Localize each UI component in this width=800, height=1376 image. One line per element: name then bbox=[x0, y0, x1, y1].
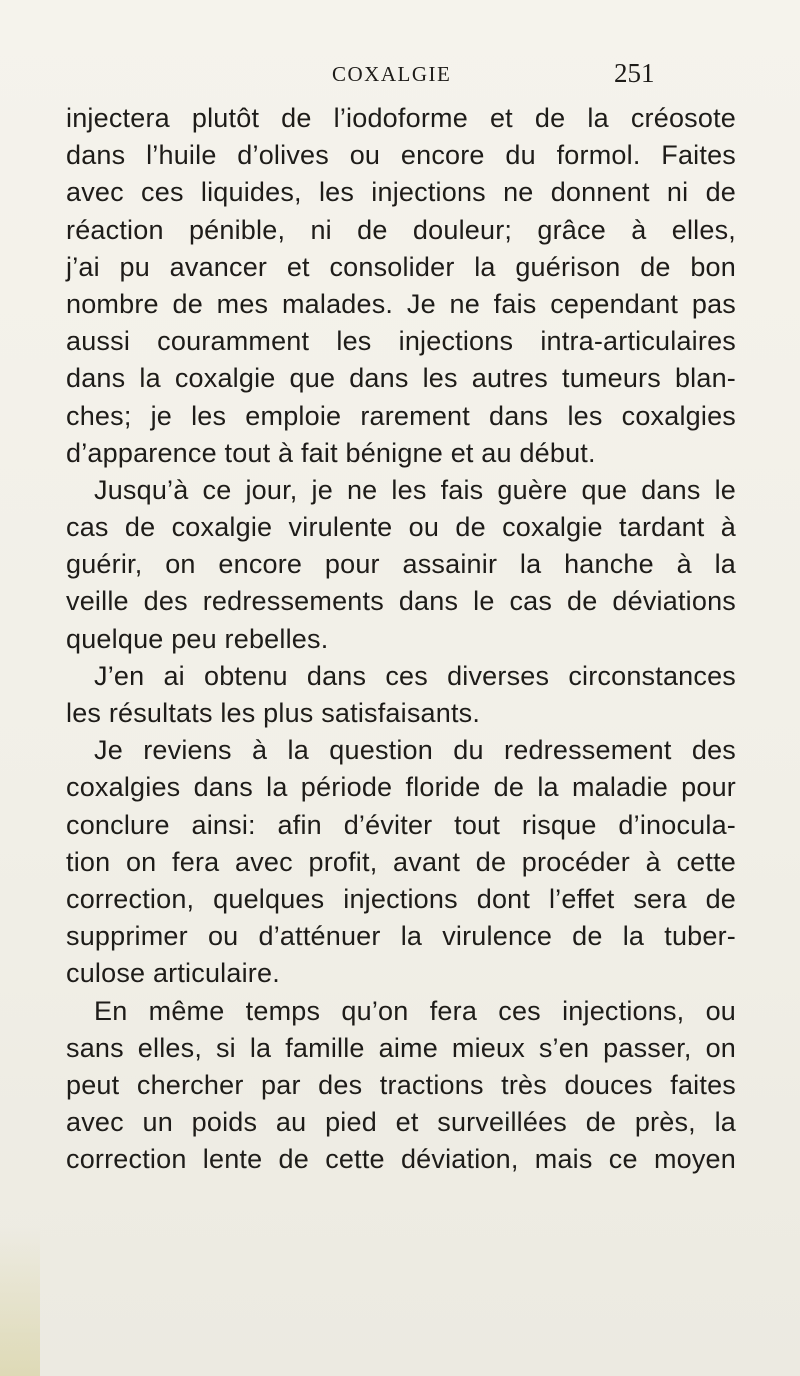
text-line: dans la coxalgie que dans les autres tumeurs blan- bbox=[66, 363, 736, 394]
text-line: Jusqu’à ce jour, je ne les fais guère que dans le bbox=[94, 474, 736, 505]
text-line: tion on fera avec profit, avant de procéder à cette bbox=[66, 846, 736, 877]
text-line: peut chercher par des tractions très douces faites bbox=[66, 1069, 736, 1100]
text-line: correction, quelques injections dont l’effet sera de bbox=[66, 883, 736, 914]
text-line: Je reviens à la question du redressement des bbox=[94, 735, 736, 766]
text-line: correction lente de cette déviation, mais ce moyen bbox=[66, 1144, 736, 1175]
text-line: réaction pénible, ni de douleur; grâce à elles, bbox=[66, 214, 736, 245]
text-line: supprimer ou d’atténuer la virulence de la tuber- bbox=[66, 921, 736, 952]
text-line: guérir, on encore pour assainir la hanche à la bbox=[66, 549, 736, 580]
text-line: nombre de mes malades. Je ne fais cependant pas bbox=[66, 288, 736, 319]
text-line: sans elles, si la famille aime mieux s’en passer, on bbox=[66, 1032, 736, 1063]
text-line: dans l’huile d’olives ou encore du formol. Faites bbox=[66, 140, 736, 171]
text-line: j’ai pu avancer et consolider la guérison de bon bbox=[66, 251, 736, 282]
body-text bbox=[66, 100, 736, 1178]
text-line: d’apparence tout à fait bénigne et au début. bbox=[66, 437, 596, 468]
paper-stain bbox=[0, 1226, 40, 1376]
text-line: les résultats les plus satisfaisants. bbox=[66, 698, 481, 728]
text-line: cas de coxalgie virulente ou de coxalgie tardant à bbox=[66, 512, 736, 543]
text-line: injectera plutôt de l’iodoforme et de la créosote bbox=[66, 103, 736, 133]
text-line: culose articulaire. bbox=[66, 958, 280, 989]
text-line: veille des redressements dans le cas de déviations bbox=[66, 586, 736, 617]
text-line: quelque peu rebelles. bbox=[66, 623, 329, 654]
text-line: ches; je les emploie rarement dans les coxalgies bbox=[66, 400, 736, 431]
running-title: COXALGIE bbox=[332, 62, 452, 86]
text-line: aussi couramment les injections intra-articulaires bbox=[66, 326, 736, 357]
text-line: avec un poids au pied et surveillées de près, la bbox=[66, 1107, 736, 1138]
text-line: En même temps qu’on fera ces injections, ou bbox=[94, 995, 736, 1026]
text-line: conclure ainsi: afin d’éviter tout risque d’inocula- bbox=[66, 809, 736, 840]
page-number: 251 bbox=[614, 58, 655, 88]
text-line: coxalgies dans la période floride de la maladie pour bbox=[66, 772, 736, 803]
running-head bbox=[0, 58, 800, 94]
text-line: avec ces liquides, les injections ne donnent ni de bbox=[66, 177, 736, 208]
text-line: J’en ai obtenu dans ces diverses circonstances bbox=[94, 660, 736, 691]
